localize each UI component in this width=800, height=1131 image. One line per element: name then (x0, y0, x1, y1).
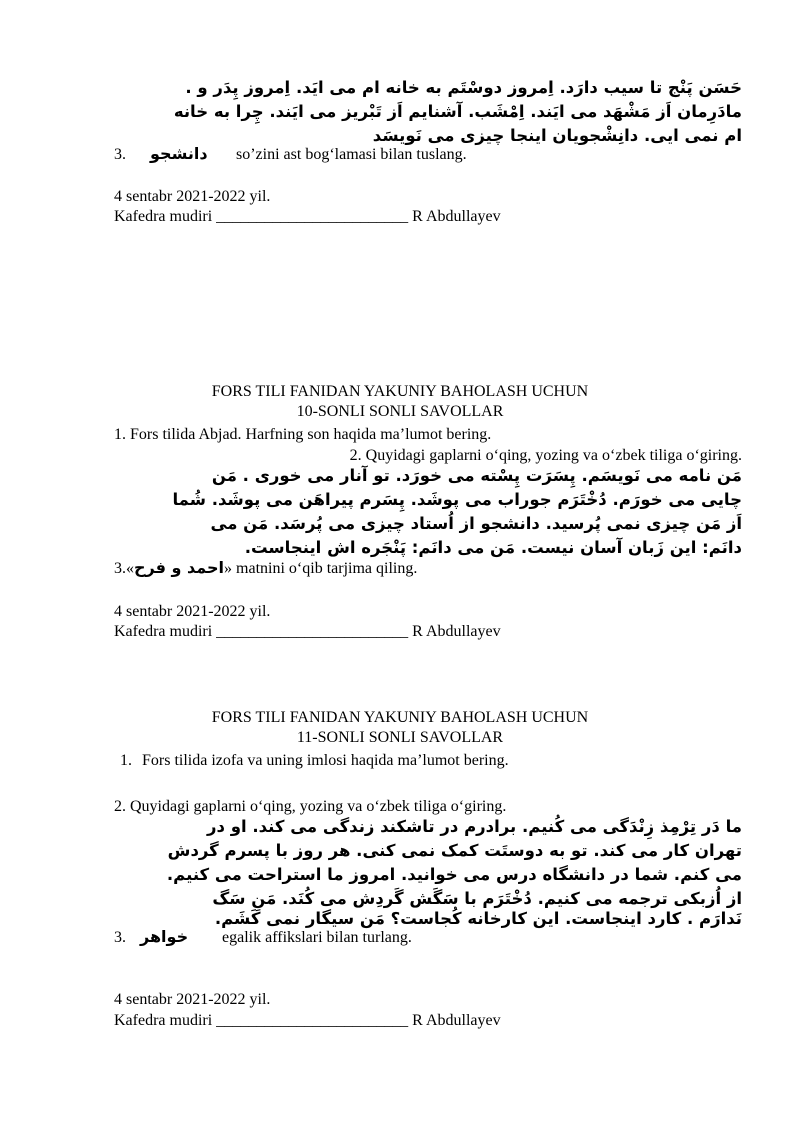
question-2: 2. Quyidagi gaplarni o‘qing, yozing va o‘zbek tiliga o‘giring. (114, 798, 507, 815)
question-1 (120, 751, 509, 771)
question-number: 3. (114, 146, 126, 163)
persian-text-line: می کنم. شما در دانشگاه درس می خوانید. امروز ما استراحت می کنیم. (166, 865, 742, 884)
persian-text-line: مَن نامه می نَویسَم. پِسَرَت پِسْته می خورَد. تو آنار می خوری . مَن (211, 466, 742, 485)
persian-text-line: تهران کار می کند. تو به دوستَت کمک نمی کنی. هر روز با پسرم گردش (167, 841, 742, 860)
persian-text-line: مادَرِمان اَز مَشْهَد می ایَند. اِمْشَب. آشنایم اَز تَبْریز می ایَند. چِرا به خانه (173, 102, 742, 121)
persian-text-line: از اُزبکی ترجمه می کنیم. دُخْتَرَم با سَگَش گَردِش می کُنَد. مَنِ سَگ (212, 889, 742, 908)
question-2: 2. Quyidagi gaplarni o‘qing, yozing va o‘zbek tiliga o‘giring. (349, 447, 742, 464)
persian-word: دانشجو (150, 144, 208, 163)
section-subtitle: 11-SONLI SONLI SAVOLLAR (296, 729, 504, 746)
persian-text-line: اَز مَن چیزی نمی پُرسید. دانشجو از اُستاد چیزی می پُرسَد. مَن می (210, 514, 742, 533)
persian-word: احمد و فرح (134, 558, 225, 577)
question-number: 1. (120, 752, 132, 769)
question-3 (114, 927, 412, 948)
signature-line: Kafedra mudiri ________________________ R Abdullayev (114, 623, 501, 640)
persian-text-line: حَسَن پَنْج تا سیب دارَد. اِمروز دوسْتَم به خانه ام می ایَد. اِمروز پِدَر و . (185, 78, 742, 97)
question-text: Fors tilida izofa va uning imlosi haqida ma’lumot bering. (142, 752, 509, 769)
section-title: FORS TILI FANIDAN YAKUNIY BAHOLASH UCHUN (211, 709, 589, 726)
question-1: 1. Fors tilida Abjad. Harfning son haqida ma’lumot bering. (114, 426, 492, 443)
persian-text-line: ام نمی ایی. دانِشْجویان اینجا چیزی می نَویسَد (372, 126, 742, 145)
date-line: 4 sentabr 2021-2022 yil. (114, 991, 271, 1008)
signature-line: Kafedra mudiri ________________________ R Abdullayev (114, 1012, 501, 1029)
question-text: egalik affikslari bilan turlang. (222, 929, 412, 946)
question-text: so’zini ast bog‘lamasi bilan tuslang. (236, 146, 467, 163)
question-3 (114, 144, 467, 165)
date-line: 4 sentabr 2021-2022 yil. (114, 603, 271, 620)
question-number: 3.« (114, 560, 134, 577)
date-line: 4 sentabr 2021-2022 yil. (114, 188, 271, 205)
section-title: FORS TILI FANIDAN YAKUNIY BAHOLASH UCHUN (211, 383, 589, 400)
persian-text-line: چایی می خورَم. دُخْتَرَم جوراب می پوشَد. پِسَرم پیراهَن می پوشَد. شُما (172, 490, 742, 509)
section-subtitle: 10-SONLI SONLI SAVOLLAR (296, 403, 504, 420)
persian-text-line: ما دَر تِرْمِذ زِنْدَگی می کُنیم. برادرم در تاشکند زندگی می کند. او در (206, 817, 742, 836)
persian-text-line: دانَم: این زَبان آسان نیست. مَن می دانَم: پَنْجَره اش اینجاست. (244, 538, 742, 557)
persian-word: خواهر (140, 927, 189, 946)
signature-line: Kafedra mudiri ________________________ R Abdullayev (114, 208, 501, 225)
question-number: 3. (114, 929, 126, 946)
persian-text-line: نَدارَم . کارد اینجاست. این کارخانه کُجاست؟ مَن سیگار نمی کَشَم. (214, 909, 742, 928)
question-3 (114, 558, 417, 579)
question-text: » matnini o‘qib tarjima qiling. (224, 560, 418, 577)
